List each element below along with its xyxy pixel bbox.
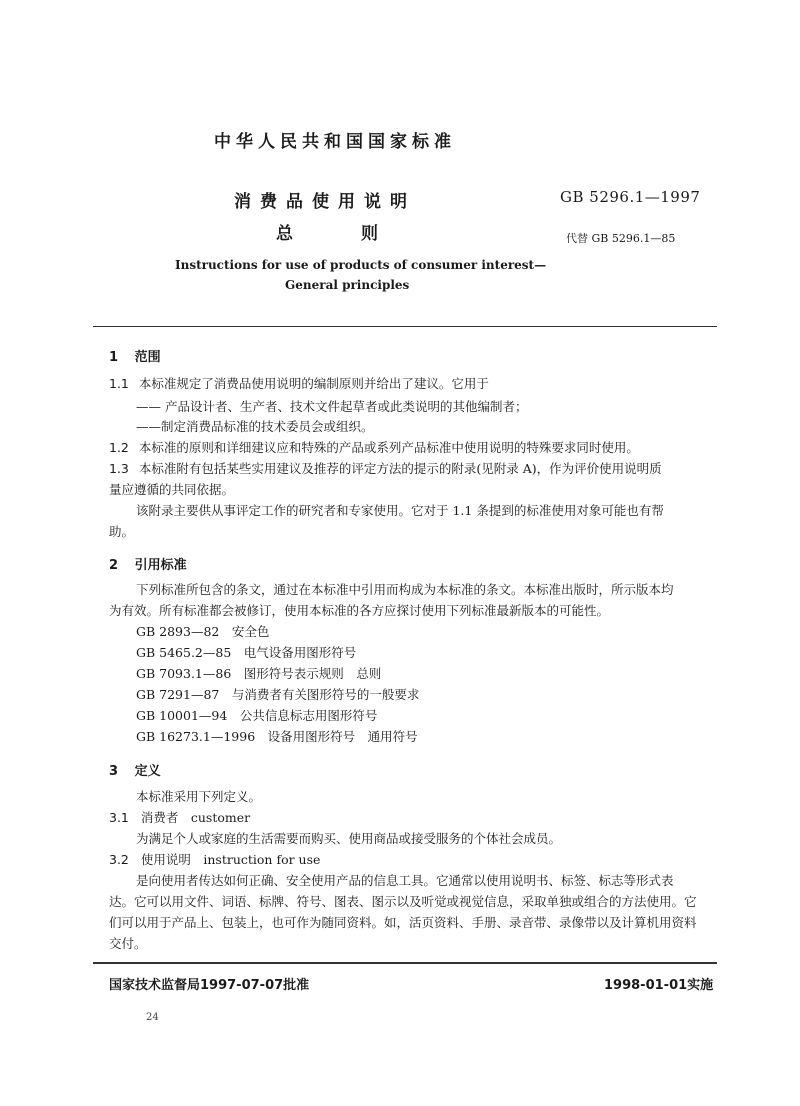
clause-text: 本标准的原则和详细建议应和特殊的产品或系列产品标准中使用说明的特殊要求同时使用。 (138, 440, 639, 455)
section-title: 引用标准 (134, 558, 187, 573)
section-3-heading (109, 760, 161, 779)
reference-item: GB 16273.1—1996 设备用图形符号 通用符号 (136, 729, 418, 744)
section-number: 2 (109, 558, 119, 573)
definition: 为满足个人或家庭的生活需要而购买、使用商品或接受服务的个体社会成员。 (136, 831, 562, 846)
clause-number: 3.1 (109, 810, 129, 825)
reference-item: GB 7093.1—86 图形符号表示规则 总则 (136, 666, 382, 681)
paragraph-continued: 为有效。所有标准都会被修订，使用本标准的各方应探讨使用下列标准最新版本的可能性。 (109, 603, 610, 618)
clause-1-3 (109, 461, 662, 477)
paragraph-continued: 助。 (109, 524, 135, 539)
english-title-line2: General principles (285, 278, 410, 292)
definition-continued: 达。它可以用文件、词语、标牌、符号、图表、图示以及听觉或视觉信息，采取单独或组合的方法使用。它 (109, 894, 697, 909)
paragraph: 本标准采用下列定义。 (136, 789, 262, 804)
english-title-line1: Instructions for use of products of consumer interest— (175, 258, 547, 272)
section-title: 定义 (134, 764, 161, 779)
section-number: 3 (109, 764, 119, 779)
clause-1-1 (109, 376, 489, 392)
standard-title: 消费品使用说明 (234, 192, 416, 212)
clause-3-1 (109, 810, 250, 826)
definition: 是向使用者传达如何正确、安全使用产品的信息工具。它通常以使用说明书、标签、标志等形式表 (136, 873, 674, 888)
clause-number: 1.2 (109, 440, 129, 455)
page-number: 24 (146, 1012, 159, 1023)
reference-item: GB 10001—94 公共信息标志用图形符号 (136, 708, 378, 723)
clause-number: 3.2 (109, 852, 129, 867)
clause-text: 本标准规定了消费品使用说明的编制原则并给出了建议。它用于 (138, 376, 489, 391)
reference-item: GB 2893—82 安全色 (136, 624, 270, 639)
clause-1-2 (109, 440, 639, 456)
header-divider (93, 326, 717, 327)
term: 消费者 customer (140, 810, 251, 825)
list-item: —— 产品设计者、生产者、技术文件起草者或此类说明的其他编制者； (136, 399, 528, 414)
clause-number: 1.1 (109, 376, 129, 391)
section-title: 范围 (134, 350, 161, 365)
effective-date: 1998-01-01实施 (604, 978, 714, 993)
replaces-note: 代替 GB 5296.1—85 (566, 232, 676, 245)
definition-continued: 交付。 (109, 936, 147, 951)
term: 使用说明 instruction for use (140, 852, 321, 867)
paragraph: 下列标准所包含的条文，通过在本标准中引用而构成为本标准的条文。本标准出版时，所示版本均 (136, 582, 674, 597)
section-2-heading (109, 554, 187, 573)
reference-item: GB 5465.2—85 电气设备用图形符号 (136, 645, 357, 660)
paragraph: 该附录主要供从事评定工作的研究者和专家使用。它对于 1.1 条提到的标准使用对象可能也有帮 (136, 503, 664, 518)
standard-subtitle: 总 则 (276, 224, 378, 244)
approval-line: 国家技术监督局1997-07-07批准 (109, 978, 310, 993)
clause-3-2 (109, 852, 320, 868)
standard-code: GB 5296.1—1997 (560, 188, 701, 206)
section-1-heading (109, 346, 161, 365)
clause-text: 本标准附有包括某些实用建议及推荐的评定方法的提示的附录(见附录 A)，作为评价使用说明质 (138, 461, 662, 476)
footer-divider (93, 962, 717, 964)
national-standard-heading: 中华人民共和国国家标准 (214, 132, 456, 152)
definition-continued: 们可以用于产品上、包装上，也可作为随同资料。如，活页资料、手册、录音带、录像带以及计算机用资料 (109, 915, 697, 930)
clause-text-continued: 量应遵循的共同依据。 (109, 482, 235, 497)
section-number: 1 (109, 350, 119, 365)
list-item: ——制定消费品标准的技术委员会或组织。 (136, 419, 374, 434)
clause-number: 1.3 (109, 461, 129, 476)
reference-item: GB 7291—87 与消费者有关图形符号的一般要求 (136, 687, 420, 702)
